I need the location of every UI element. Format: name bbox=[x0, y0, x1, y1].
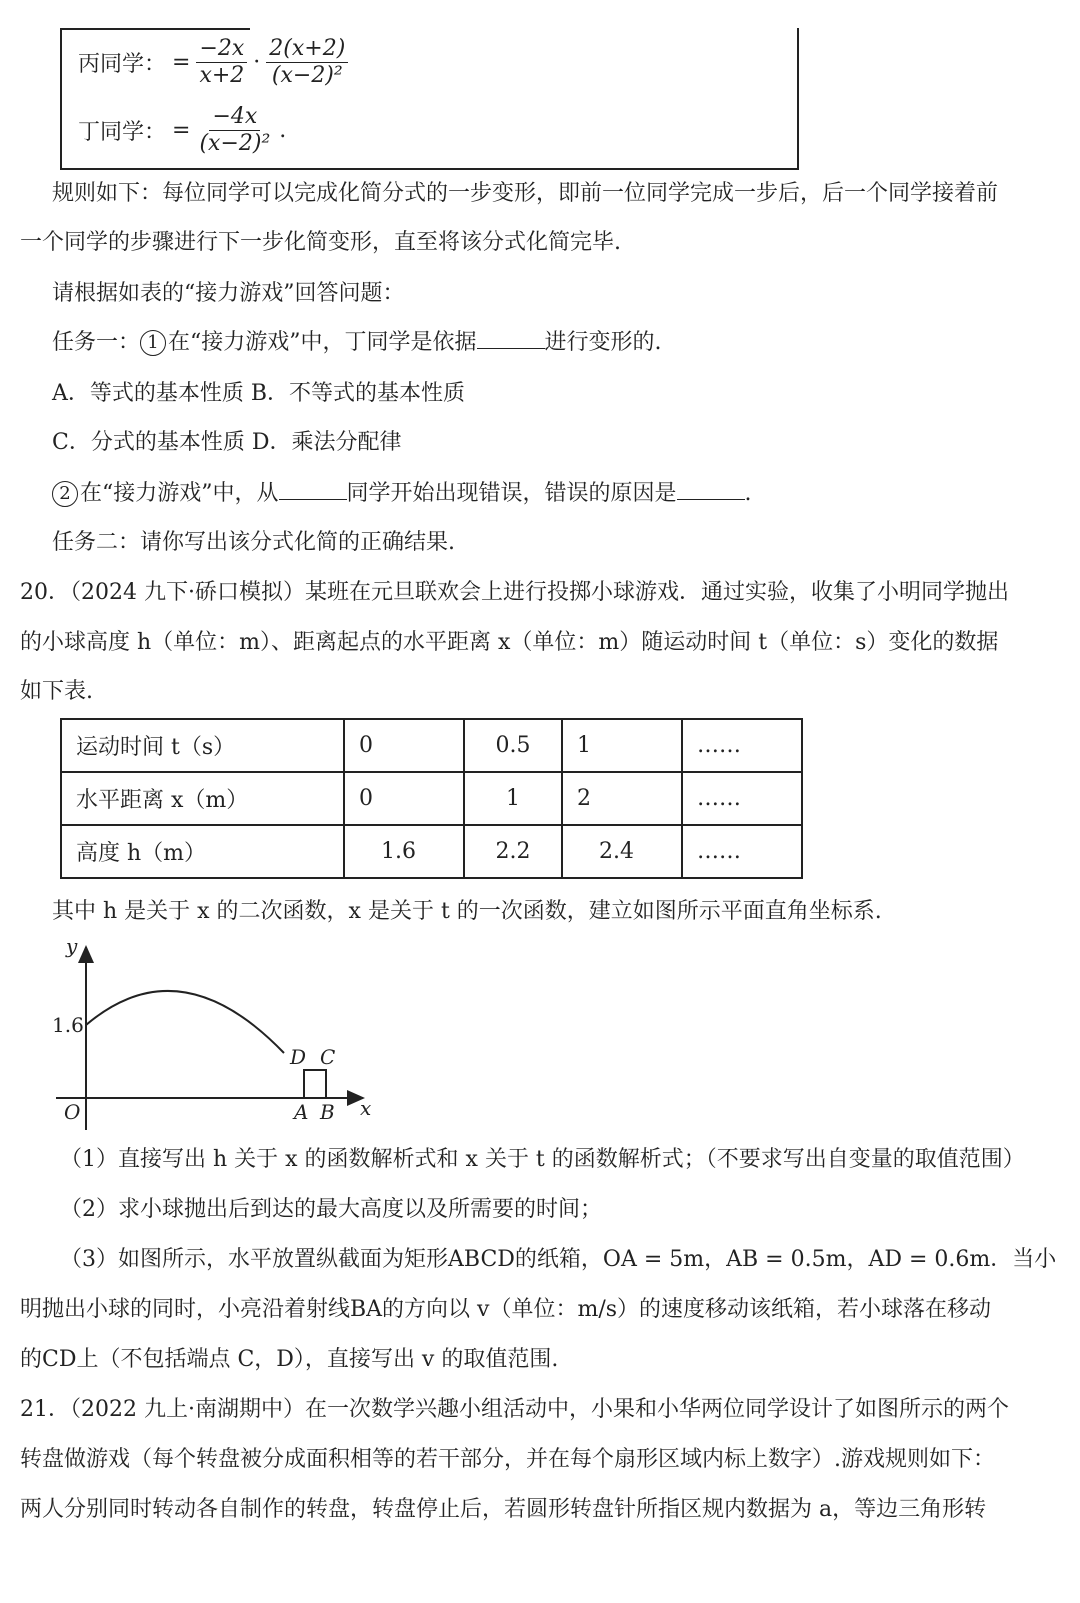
table-cell: 0 bbox=[344, 719, 464, 772]
ding-equals: = bbox=[172, 118, 191, 143]
bing-fraction-2-denominator: (x−2)² bbox=[271, 63, 343, 88]
q20-line-2: 的小球高度 h（单位：m）、距离起点的水平距离 x（单位：m）随运动时间 t（单位：s）变化的数据 bbox=[20, 630, 999, 655]
box-abcd bbox=[304, 1070, 326, 1098]
ding-fraction-denominator: (x−2)² bbox=[199, 131, 271, 156]
bing-fraction-2-numerator: 2(x+2) bbox=[266, 36, 348, 63]
bing-fraction-1 bbox=[196, 36, 247, 89]
table-cell: 2.4 bbox=[562, 825, 682, 878]
bing-multiply-dot: · bbox=[253, 50, 261, 75]
table-cell: 0 bbox=[344, 772, 464, 825]
task1-line bbox=[52, 328, 662, 358]
sub-question-3-line-1: （3）如图所示，水平放置纵截面为矩形ABCD的纸箱，OA = 5m，AB = 0.5m，AD = 0.6m．当小 bbox=[60, 1247, 1057, 1272]
task1-part2-text-c: . bbox=[744, 481, 752, 506]
bing-fraction-2 bbox=[266, 36, 348, 89]
q21-line-2: 转盘做游戏（每个转盘被分成面积相等的若干部分，并在每个扇形区域内标上数字）.游戏规则如下： bbox=[20, 1447, 995, 1472]
table-cell: …… bbox=[682, 719, 802, 772]
bing-fraction-1-numerator: −2x bbox=[196, 36, 247, 63]
task1-text-a: 在“接力游戏”中，丁同学是依据 bbox=[168, 330, 477, 355]
after-table-line: 其中 h 是关于 x 的二次函数，x 是关于 t 的一次函数，建立如图所示平面直角坐标系. bbox=[52, 899, 882, 924]
table-cell: 2.2 bbox=[464, 825, 562, 878]
trajectory-figure bbox=[48, 935, 388, 1135]
ding-fraction-numerator: −4x bbox=[209, 104, 260, 131]
q21-line-3: 两人分别同时转动各自制作的转盘，转盘停止后，若圆形转盘针所指区规内数据为 a，等边三角形转 bbox=[20, 1497, 987, 1522]
rule-line-2: 一个同学的步骤进行下一步化简变形，直至将该分式化简完毕. bbox=[20, 230, 621, 255]
options-ab: A．等式的基本性质 B．不等式的基本性质 bbox=[52, 381, 466, 406]
answer-blank-basis[interactable] bbox=[477, 328, 545, 349]
table-cell: 1.6 bbox=[344, 825, 464, 878]
task1-part2-line bbox=[52, 479, 752, 509]
point-d-label: D bbox=[290, 1045, 307, 1069]
q20-line-1: 20．（2024 九下·硚口模拟）某班在元旦联欢会上进行投掷小球游戏．通过实验，收集了小明同学抛出 bbox=[20, 580, 1009, 605]
table-cell: 运动时间 t（s） bbox=[61, 719, 344, 772]
circled-number-2: 2 bbox=[52, 481, 78, 507]
circled-number-1: 1 bbox=[140, 330, 166, 356]
origin-label: O bbox=[64, 1100, 81, 1124]
answer-blank-student[interactable] bbox=[279, 479, 347, 500]
table-cell: …… bbox=[682, 772, 802, 825]
sub-question-3-line-2: 明抛出小球的同时，小亮沿着射线BA的方向以 v（单位：m/s）的速度移动该纸箱，若小球落在移动 bbox=[20, 1297, 992, 1322]
point-a-label: A bbox=[294, 1100, 309, 1124]
table-cell: 0.5 bbox=[464, 719, 562, 772]
bing-label: 丙同学： bbox=[78, 52, 167, 77]
answer-blank-reason[interactable] bbox=[677, 479, 745, 500]
bing-fraction-1-denominator: x+2 bbox=[199, 63, 245, 88]
task1-text-b: 进行变形的. bbox=[544, 330, 662, 355]
table-cell: 高度 h（m） bbox=[61, 825, 344, 878]
ding-equation bbox=[78, 104, 286, 157]
sub-question-2: （2）求小球抛出后到达的最大高度以及所需要的时间； bbox=[60, 1197, 602, 1222]
point-c-label: C bbox=[320, 1045, 336, 1069]
options-cd: C．分式的基本性质 D．乘法分配律 bbox=[52, 430, 402, 455]
rule-line-1: 规则如下：每位同学可以完成化简分式的一步变形，即前一位同学完成一步后，后一个同学接着前 bbox=[52, 181, 999, 206]
table-row bbox=[61, 825, 802, 878]
equation-box-top-edge bbox=[60, 28, 250, 30]
sub-question-1: （1）直接写出 h 关于 x 的函数解析式和 x 关于 t 的函数解析式；（不要求写出自变量的取值范围） bbox=[60, 1147, 1025, 1172]
trajectory-curve bbox=[86, 991, 284, 1053]
table-row bbox=[61, 719, 802, 772]
task1-prefix: 任务一： bbox=[52, 330, 141, 355]
bing-equals: = bbox=[172, 50, 191, 75]
x-axis-label: x bbox=[360, 1096, 372, 1120]
y-axis-label: y bbox=[66, 935, 78, 958]
point-b-label: B bbox=[320, 1100, 335, 1124]
table-cell: 2 bbox=[562, 772, 682, 825]
ding-end-period: . bbox=[279, 118, 287, 143]
table-cell: 1 bbox=[562, 719, 682, 772]
q21-line-1: 21．（2022 九上·南湖期中）在一次数学兴趣小组活动中，小果和小华两位同学设计了如图所示的两个 bbox=[20, 1397, 1009, 1422]
q20-line-3: 如下表. bbox=[20, 679, 93, 704]
prompt-line: 请根据如表的“接力游戏”回答问题： bbox=[52, 281, 405, 306]
table-cell: 水平距离 x（m） bbox=[61, 772, 344, 825]
table-cell: 1 bbox=[464, 772, 562, 825]
ding-fraction bbox=[196, 104, 273, 157]
table-cell: …… bbox=[682, 825, 802, 878]
task1-part2-text-b: 同学开始出现错误，错误的原因是 bbox=[346, 481, 677, 506]
sub-question-3-line-3: 的CD上（不包括端点 C，D），直接写出 v 的取值范围. bbox=[20, 1347, 559, 1372]
motion-data-table bbox=[60, 718, 803, 879]
table-row bbox=[61, 772, 802, 825]
task1-part2-text-a: 在“接力游戏”中，从 bbox=[80, 481, 279, 506]
task2-line: 任务二：请你写出该分式化简的正确结果. bbox=[52, 530, 455, 555]
bing-equation bbox=[78, 36, 348, 89]
y-intercept-label: 1.6 bbox=[52, 1013, 84, 1037]
ding-label: 丁同学： bbox=[78, 120, 167, 145]
